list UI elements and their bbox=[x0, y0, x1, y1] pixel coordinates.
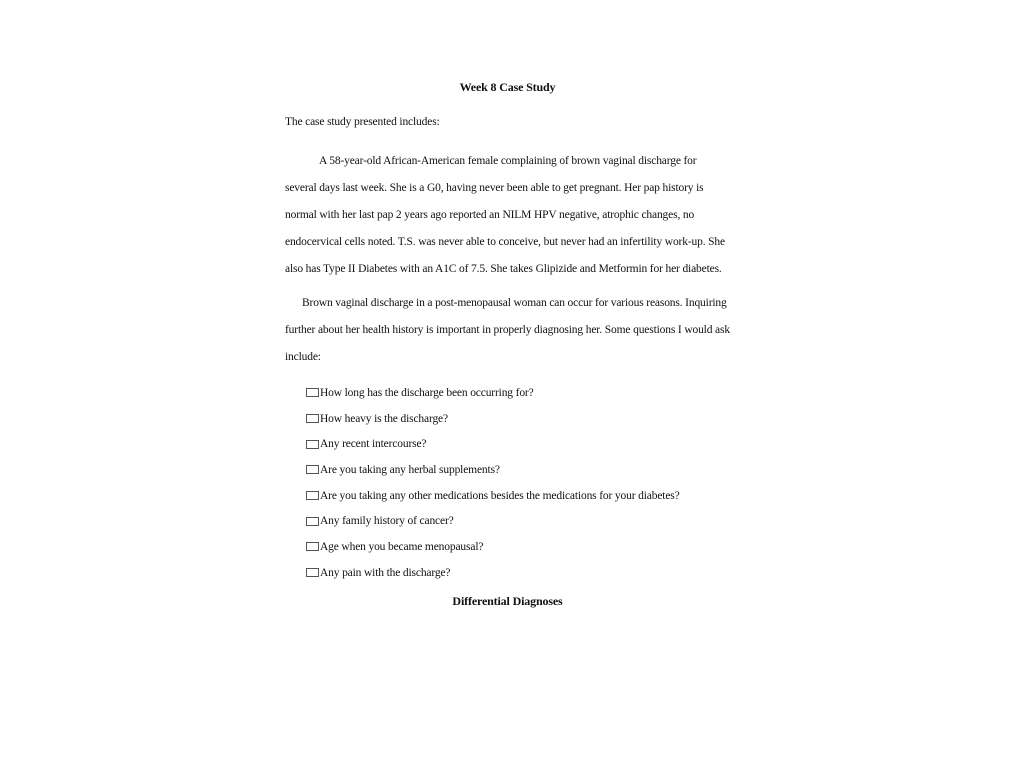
question-item bbox=[306, 457, 730, 483]
question-item bbox=[306, 534, 730, 560]
question-item bbox=[306, 483, 730, 509]
question-item bbox=[306, 431, 730, 457]
checkbox-bullet-icon bbox=[306, 517, 319, 526]
checkbox-bullet-icon bbox=[306, 542, 319, 551]
question-text: How long has the discharge been occurring for? bbox=[320, 386, 534, 399]
checkbox-bullet-icon bbox=[306, 388, 319, 397]
question-item bbox=[306, 508, 730, 534]
checkbox-bullet-icon bbox=[306, 568, 319, 577]
question-text: Are you taking any other medications besides the medications for your diabetes? bbox=[320, 489, 680, 502]
case-paragraph: A 58-year-old African-American female complaining of brown vaginal discharge for several days last week. She is a G0, having never been able to get pregnant. Her pap history is normal with her last pap 2 years ago reported an NILM HPV negative, atrophic changes, no endocervical cells noted. T.S. was never able to conceive, but never had an infertility work-up. She also has Type II Diabetes with an A1C of 7.5. She takes Glipizide and Metformin for her diabetes. bbox=[285, 155, 725, 275]
checkbox-bullet-icon bbox=[306, 465, 319, 474]
question-text: Age when you became menopausal? bbox=[320, 540, 484, 553]
question-item bbox=[306, 406, 730, 432]
checkbox-bullet-icon bbox=[306, 414, 319, 423]
question-item bbox=[306, 380, 730, 406]
intro-text: The case study presented includes: bbox=[285, 116, 440, 128]
document-title: Week 8 Case Study bbox=[459, 80, 556, 94]
discussion-paragraph: Brown vaginal discharge in a post-menopausal woman can occur for various reasons. Inquiring further about her health history is important in properly diagnosing her. Some questions I would ask include: bbox=[285, 297, 730, 363]
document-page bbox=[285, 78, 730, 610]
checkbox-bullet-icon bbox=[306, 440, 319, 449]
checkbox-bullet-icon bbox=[306, 491, 319, 500]
section-heading: Differential Diagnoses bbox=[452, 593, 563, 608]
question-text: Any family history of cancer? bbox=[320, 515, 454, 528]
question-text: Are you taking any herbal supplements? bbox=[320, 463, 500, 476]
question-list bbox=[285, 380, 730, 586]
question-item bbox=[306, 560, 730, 586]
question-text: Any recent intercourse? bbox=[320, 438, 427, 451]
question-text: Any pain with the discharge? bbox=[320, 566, 451, 579]
question-text: How heavy is the discharge? bbox=[320, 412, 448, 425]
